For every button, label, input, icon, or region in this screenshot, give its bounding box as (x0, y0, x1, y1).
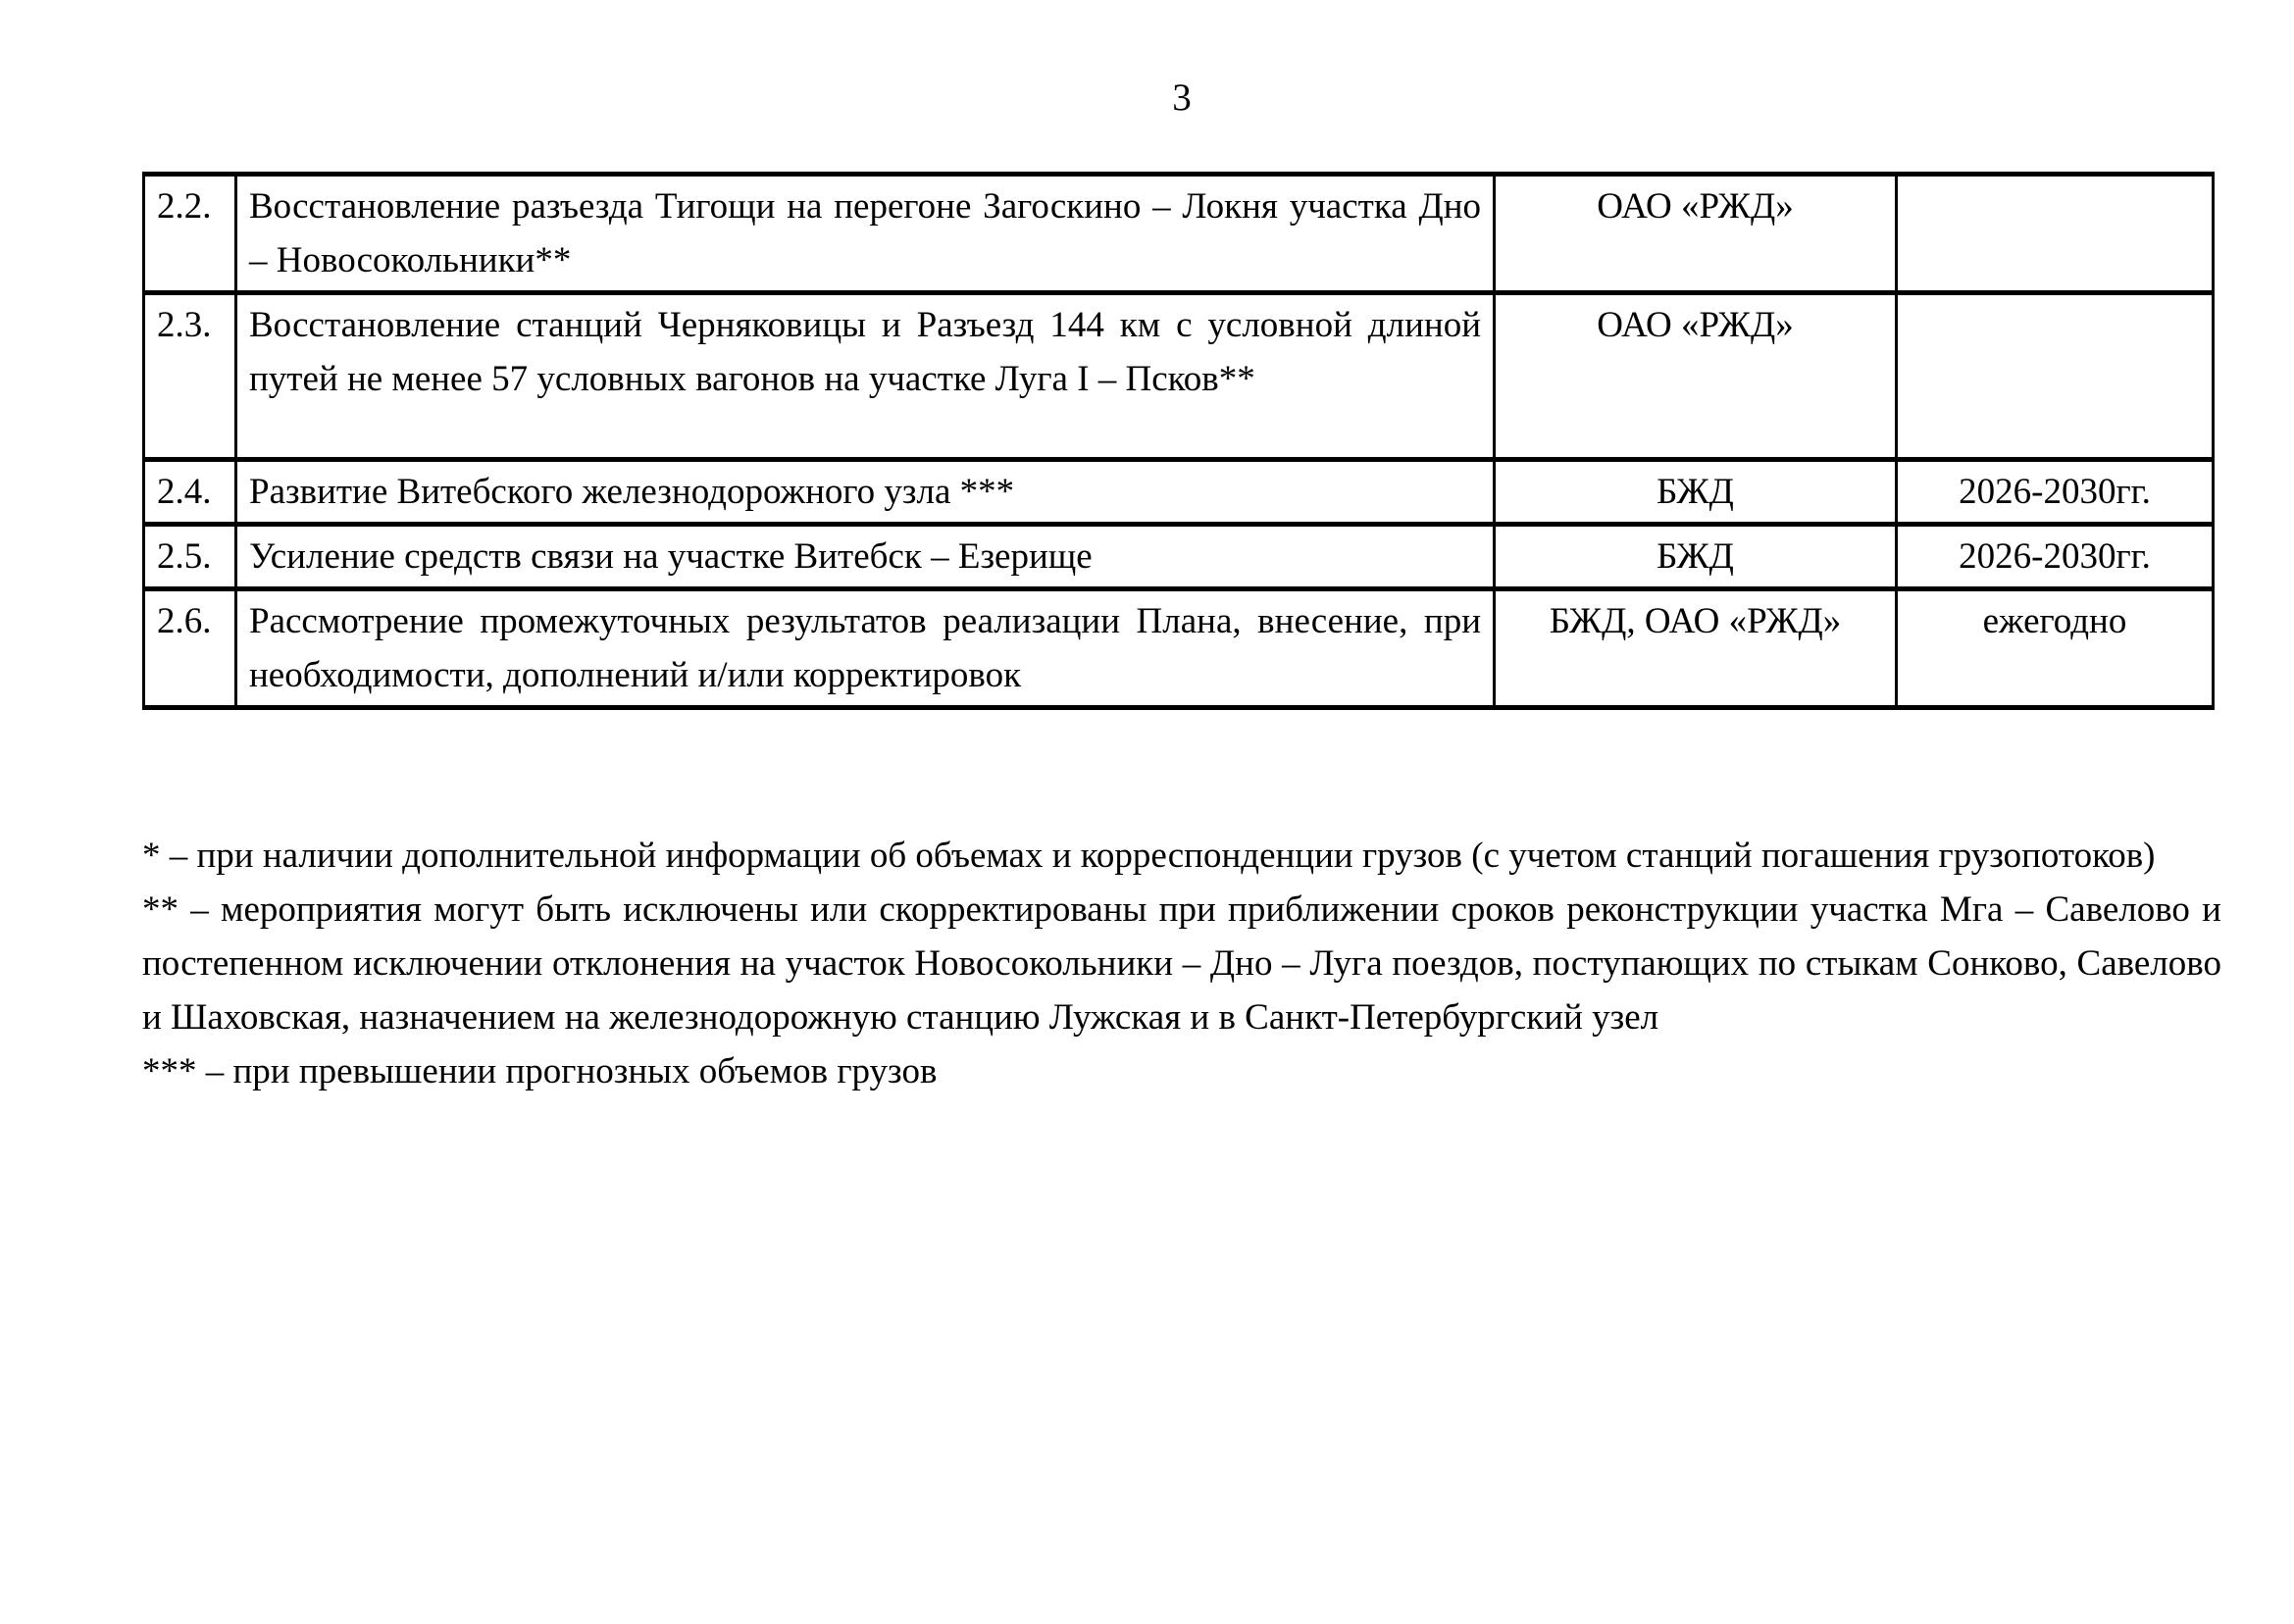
cell-number: 2.6. (144, 589, 236, 708)
cell-executor: БЖД (1495, 525, 1897, 589)
cell-number: 2.4. (144, 460, 236, 525)
cell-number: 2.5. (144, 525, 236, 589)
table-row (144, 525, 2214, 589)
table-row (144, 175, 2214, 293)
cell-number: 2.3. (144, 293, 236, 460)
footnotes-section (142, 829, 2221, 1098)
page-number: 3 (1172, 76, 1192, 119)
cell-period: ежегодно (1897, 589, 2214, 708)
cell-executor: ОАО «РЖД» (1495, 175, 1897, 293)
cell-period (1897, 175, 2214, 293)
cell-executor: БЖД (1495, 460, 1897, 525)
table-row (144, 589, 2214, 708)
plan-table (142, 172, 2215, 710)
cell-period (1897, 293, 2214, 460)
cell-activity: Восстановление разъезда Тигощи на перегоне Загоскино – Локня участка Дно – Новосокольники** (236, 175, 1495, 293)
footnote-triple-asterisk: *** – при превышении прогнозных объемов грузов (142, 1051, 938, 1091)
cell-executor: ОАО «РЖД» (1495, 293, 1897, 460)
footnote-double-asterisk: ** – мероприятия могут быть исключены или скорректированы при приближении сроков реконструкции участка Мга – Савелово и постепенном исключении отклонения на участок Новосокольники – Дно – Луга поездов, поступающих по стыкам Сонково, Савелово и Шаховская, назначением на железнодорожную станцию Лужская и в Санкт-Петербургский узел (142, 889, 2221, 1038)
cell-number: 2.2. (144, 175, 236, 293)
cell-activity: Восстановление станций Черняковицы и Разъезд 144 км с условной длиной путей не менее 57 условных вагонов на участке Луга I – Псков** (236, 293, 1495, 460)
table-row (144, 293, 2214, 460)
footnote-single-asterisk: * – при наличии дополнительной информации об объемах и корреспонденции грузов (с учетом станций погашения грузопотоков) (142, 836, 2156, 876)
table-row (144, 460, 2214, 525)
cell-activity: Развитие Витебского железнодорожного узла *** (236, 460, 1495, 525)
cell-executor: БЖД, ОАО «РЖД» (1495, 589, 1897, 708)
cell-period: 2026-2030гг. (1897, 525, 2214, 589)
cell-activity: Усиление средств связи на участке Витебск – Езерище (236, 525, 1495, 589)
cell-period: 2026-2030гг. (1897, 460, 2214, 525)
cell-activity: Рассмотрение промежуточных результатов реализации Плана, внесение, при необходимости, дополнений и/или корректировок (236, 589, 1495, 708)
